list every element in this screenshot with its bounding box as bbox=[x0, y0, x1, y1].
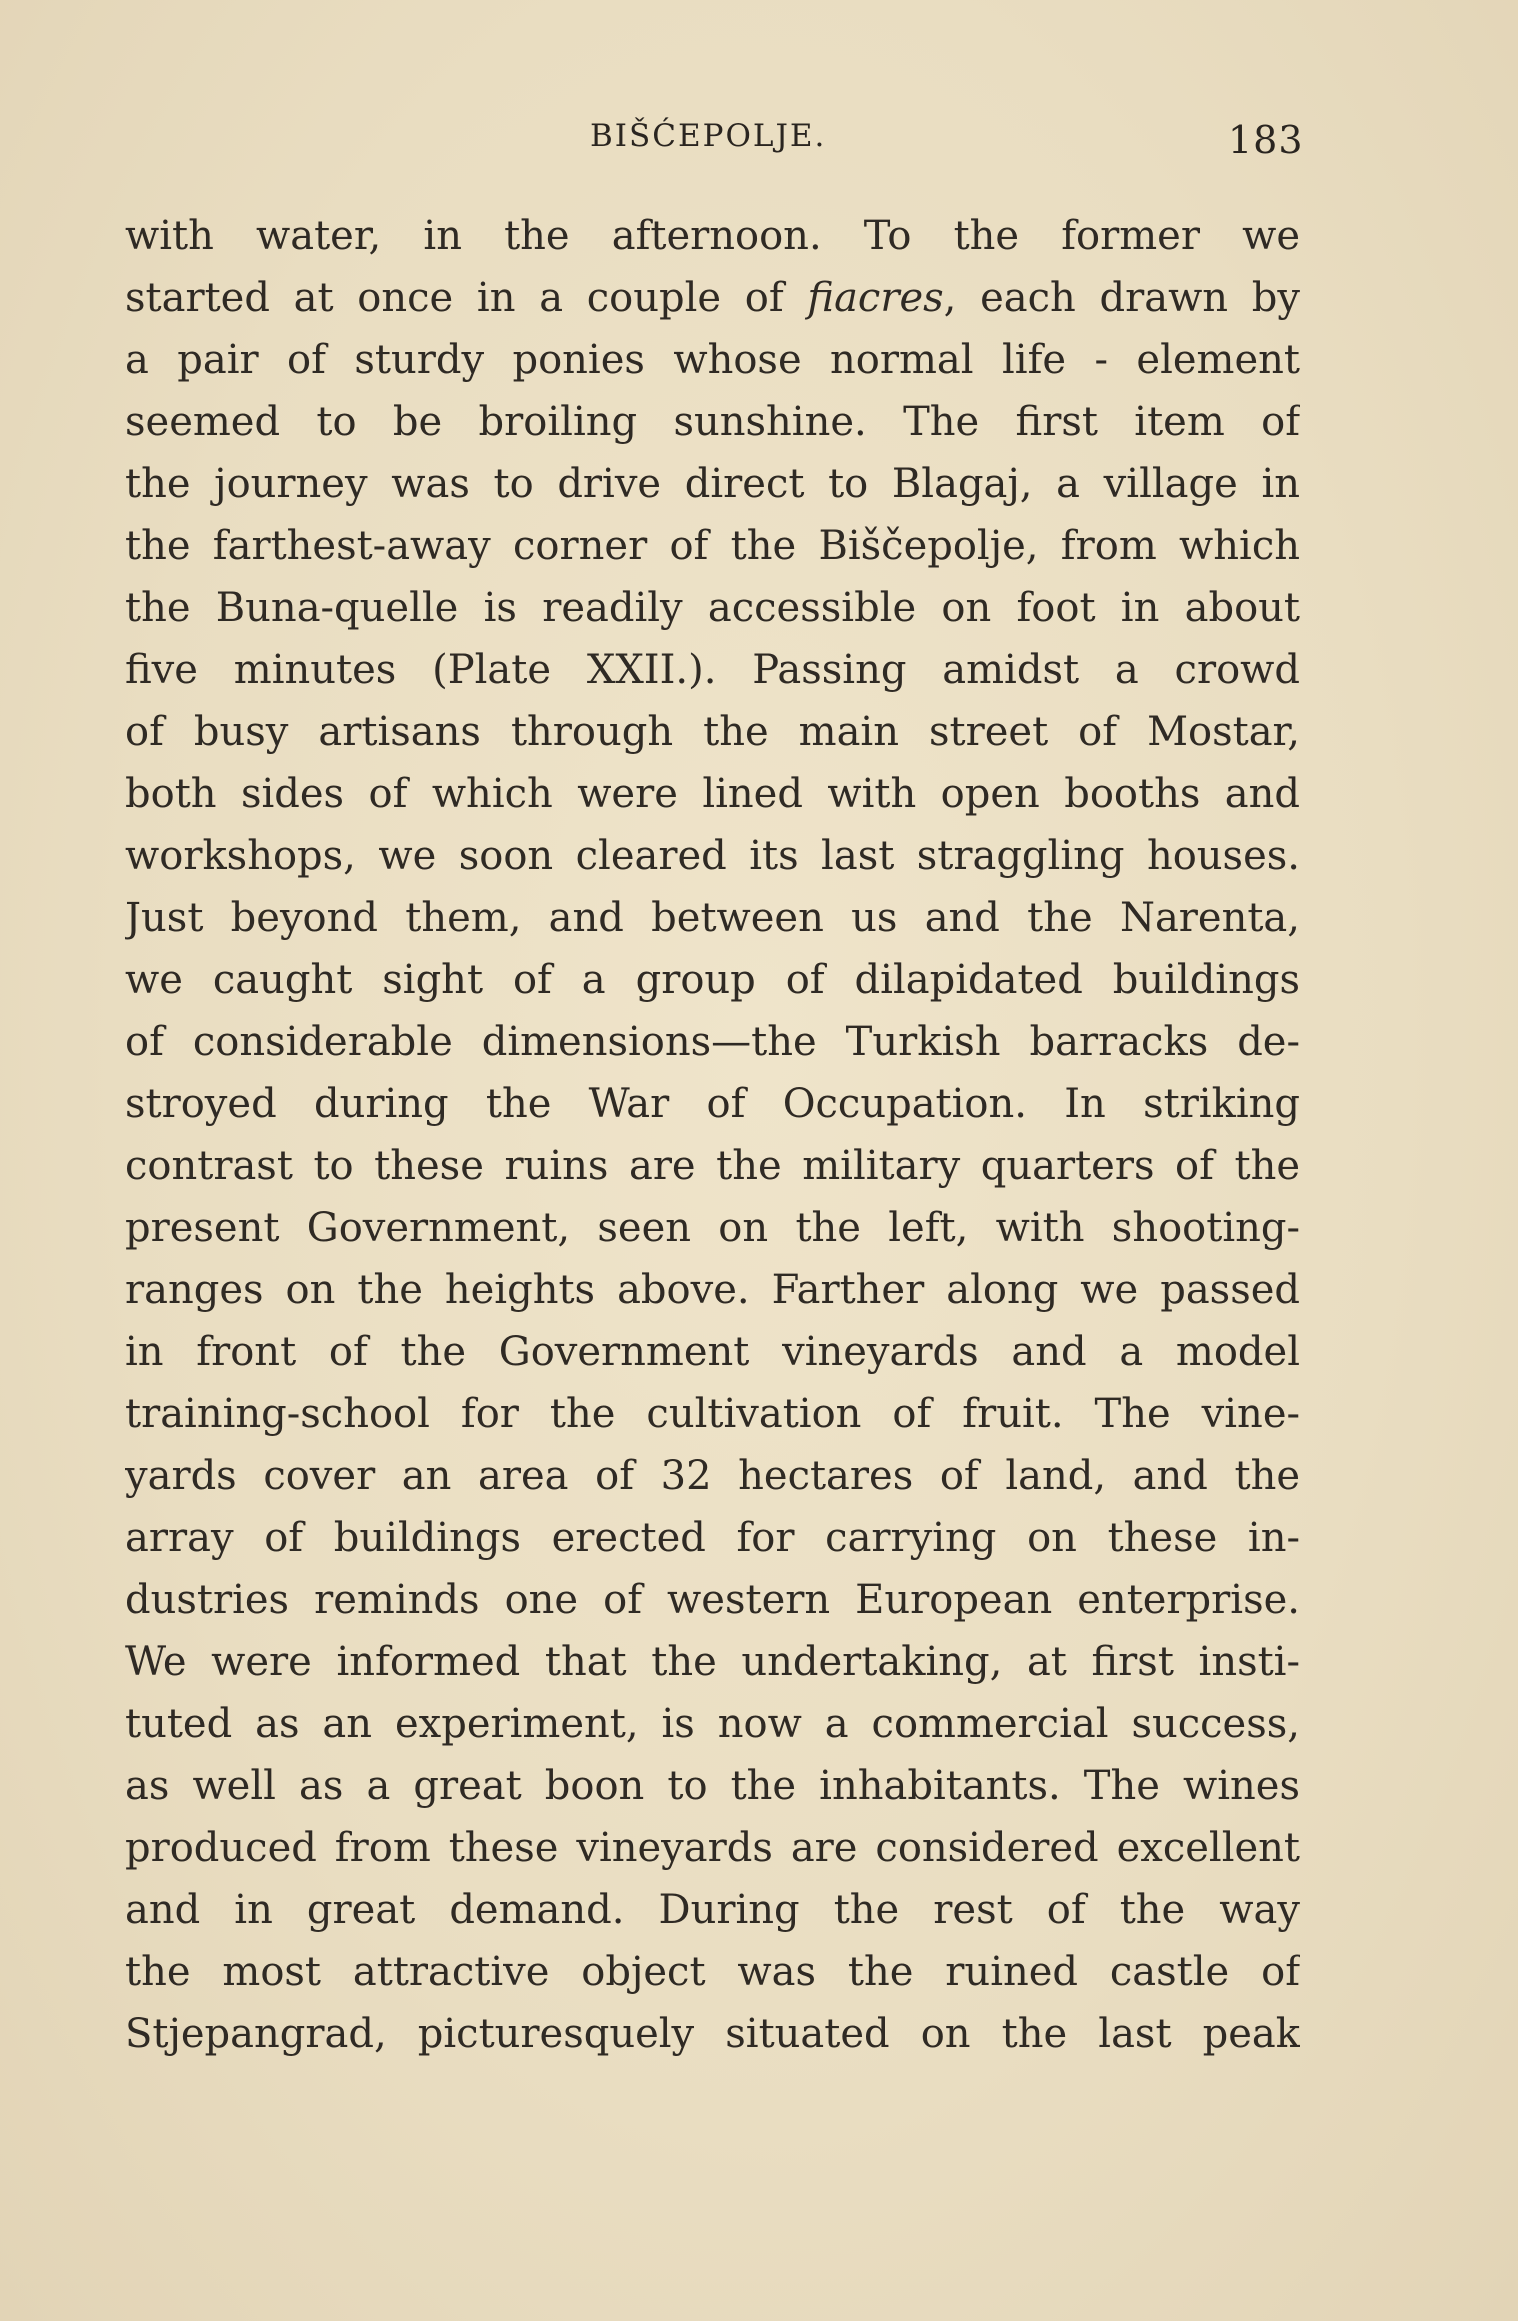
page-header bbox=[0, 118, 1518, 168]
text-line: contrast to these ruins are the military quarters of the bbox=[125, 1143, 1300, 1189]
text-line: ranges on the heights above. Farther along we passed bbox=[125, 1267, 1300, 1313]
text-line: of busy artisans through the main street of Mostar, bbox=[125, 709, 1300, 755]
body-text bbox=[125, 205, 1300, 2065]
text-line: we caught sight of a group of dilapidated buildings bbox=[125, 957, 1300, 1003]
text-line: We were informed that the undertaking, at first insti- bbox=[125, 1639, 1300, 1685]
running-head: BIŠĆEPOLJE. bbox=[590, 118, 827, 154]
text-line: five minutes (Plate XXII.). Passing amidst a crowd bbox=[125, 647, 1300, 693]
text-line: both sides of which were lined with open booths and bbox=[125, 771, 1300, 817]
text-line: the journey was to drive direct to Blagaj, a village in bbox=[125, 461, 1300, 507]
text-line: as well as a great boon to the inhabitants. The wines bbox=[125, 1763, 1300, 1809]
text-line: in front of the Government vineyards and a model bbox=[125, 1329, 1300, 1375]
text-line: with water, in the afternoon. To the former we bbox=[125, 213, 1300, 259]
text-line: seemed to be broiling sunshine. The first item of bbox=[125, 399, 1300, 445]
text-line: a pair of sturdy ponies whose normal life - element bbox=[125, 337, 1300, 383]
text-line: started at once in a couple of fiacres, each drawn by bbox=[125, 275, 1300, 321]
text-line: array of buildings erected for carrying on these in- bbox=[125, 1515, 1300, 1561]
text-line: produced from these vineyards are considered excellent bbox=[125, 1825, 1300, 1871]
text-line: Stjepangrad, picturesquely situated on the last peak bbox=[125, 2011, 1300, 2057]
text-line: training-school for the cultivation of fruit. The vine- bbox=[125, 1391, 1300, 1437]
text-line: stroyed during the War of Occupation. In striking bbox=[125, 1081, 1300, 1127]
text-line: dustries reminds one of western European enterprise. bbox=[125, 1577, 1300, 1623]
page-number: 183 bbox=[1228, 118, 1304, 162]
text-line: Just beyond them, and between us and the Narenta, bbox=[125, 895, 1300, 941]
text-line: the farthest-away corner of the Biščepolje, from which bbox=[125, 523, 1300, 569]
text-line: yards cover an area of 32 hectares of land, and the bbox=[125, 1453, 1300, 1499]
text-line: and in great demand. During the rest of the way bbox=[125, 1887, 1300, 1933]
text-line: the Buna-quelle is readily accessible on foot in about bbox=[125, 585, 1300, 631]
text-line: workshops, we soon cleared its last straggling houses. bbox=[125, 833, 1300, 879]
italic-word: fiacres bbox=[807, 275, 944, 321]
text-line: tuted as an experiment, is now a commercial success, bbox=[125, 1701, 1300, 1747]
text-line: the most attractive object was the ruined castle of bbox=[125, 1949, 1300, 1995]
text-line: of considerable dimensions—the Turkish barracks de- bbox=[125, 1019, 1300, 1065]
text-line: present Government, seen on the left, with shooting- bbox=[125, 1205, 1300, 1251]
